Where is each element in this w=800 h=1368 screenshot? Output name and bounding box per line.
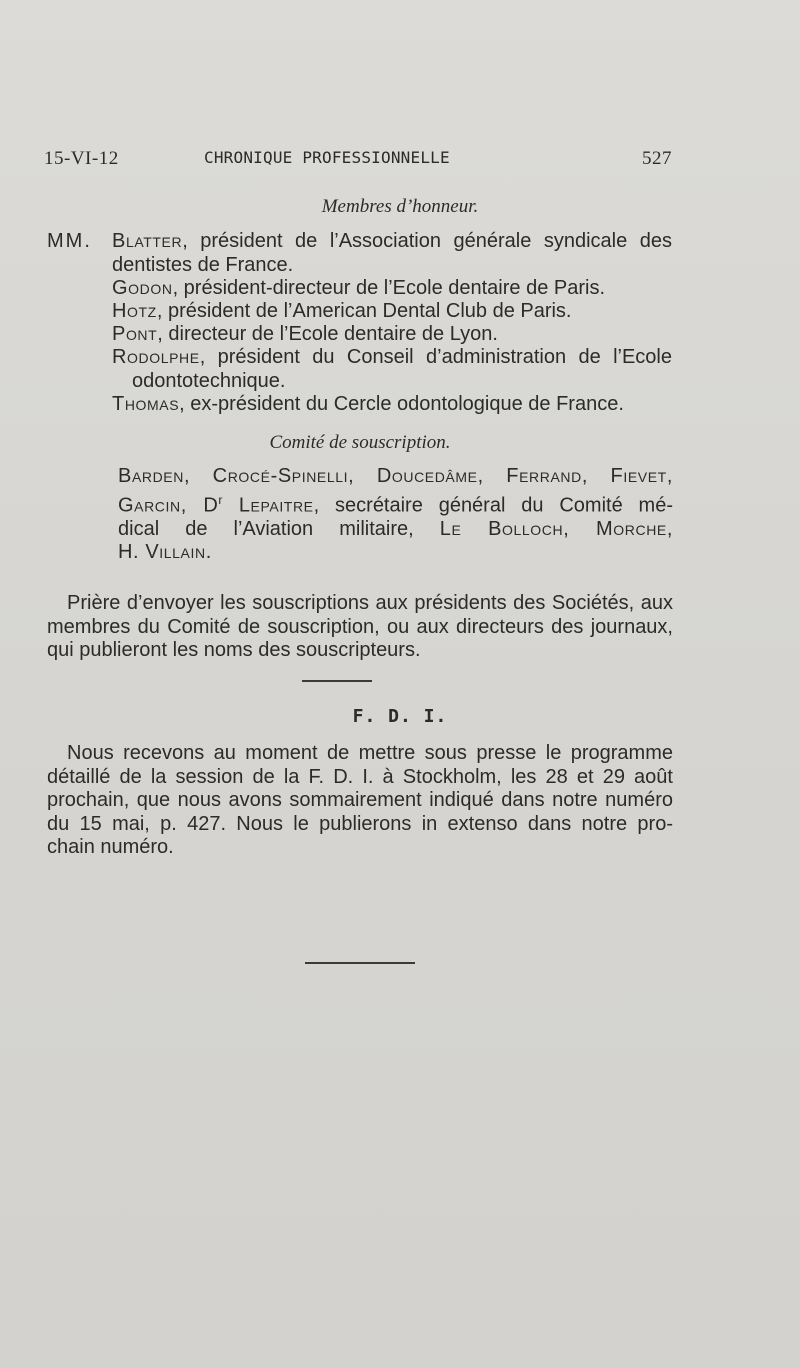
member-role-cont: dentistes de France. bbox=[112, 253, 294, 276]
member-name: Hotz bbox=[112, 300, 157, 322]
mm-label: MM. bbox=[47, 230, 92, 252]
section-divider bbox=[302, 680, 372, 682]
member-thomas bbox=[112, 393, 672, 417]
member-role: , président du Conseil d’administration de l’Ecole bbox=[199, 346, 672, 368]
member-name: Godon bbox=[112, 277, 173, 299]
member-name: Thomas bbox=[112, 393, 180, 415]
fdi-line: prochain, que nous avons sommairement indiqué dans notre numéro bbox=[47, 789, 673, 811]
fdi-line: Nous recevons au moment de mettre sous presse le programme bbox=[67, 742, 673, 764]
member-pont bbox=[112, 323, 672, 347]
member-role: , président-directeur de l’Ecole dentaire de Paris. bbox=[172, 277, 606, 299]
member-role: , président de l’American Dental Club de Paris. bbox=[156, 300, 572, 322]
member-blatter bbox=[112, 230, 672, 277]
prayer-line: qui publieront les noms des souscripteurs. bbox=[47, 639, 421, 661]
member-hotz bbox=[112, 300, 672, 324]
member-role-cont: odontotechnique. bbox=[132, 369, 286, 392]
member-role: , président de l’Association générale syndicale des bbox=[182, 230, 672, 252]
member-role: , directeur de l’Ecole dentaire de Lyon. bbox=[157, 323, 498, 345]
fdi-heading: F. D. I. bbox=[352, 706, 448, 727]
committee-line-3: dical de l’Aviation militaire, Le Bolloch, Morche, bbox=[118, 517, 673, 540]
committee-line-2: Garcin, $D^r$ Lepaitre, secrétaire général du Comité mé- bbox=[118, 492, 673, 517]
prayer-line: membres du Comité de souscription, ou aux directeurs des journaux, bbox=[47, 615, 673, 638]
committee-line-1: Barden, Crocé-Spinelli, Doucedâme, Ferrand, Fievet, bbox=[118, 465, 673, 487]
committee-list bbox=[118, 465, 673, 565]
fdi-line: détaillé de la session de la F. D. I. à Stockholm, les 28 et 29 août bbox=[47, 765, 673, 788]
committee-title: Comité de souscription. bbox=[269, 432, 451, 453]
page-number: 527 bbox=[642, 148, 672, 169]
fdi-line: du 15 mai, p. 427. Nous le publierons in extenso dans notre pro- bbox=[47, 812, 673, 835]
prayer-paragraph bbox=[47, 592, 673, 663]
member-name: Rodolphe bbox=[112, 346, 200, 368]
end-divider bbox=[305, 962, 415, 964]
member-name: Pont bbox=[112, 323, 158, 345]
prayer-line: Prière d’envoyer les souscriptions aux présidents des Sociétés, aux bbox=[67, 592, 673, 614]
honor-members-title: Membres d’honneur. bbox=[321, 196, 479, 217]
running-header bbox=[44, 148, 672, 174]
member-rodolphe bbox=[112, 346, 672, 393]
header-title: CHRONIQUE PROFESSIONNELLE bbox=[204, 148, 450, 167]
committee-line-4: H. Villain. bbox=[118, 541, 212, 564]
fdi-line: chain numéro. bbox=[47, 836, 174, 858]
member-godon bbox=[112, 277, 672, 301]
header-date: 15-VI-12 bbox=[44, 148, 119, 169]
member-role: , ex-président du Cercle odontologique de France. bbox=[179, 393, 624, 415]
member-name: Blatter bbox=[112, 230, 183, 252]
fdi-paragraph bbox=[47, 742, 673, 860]
